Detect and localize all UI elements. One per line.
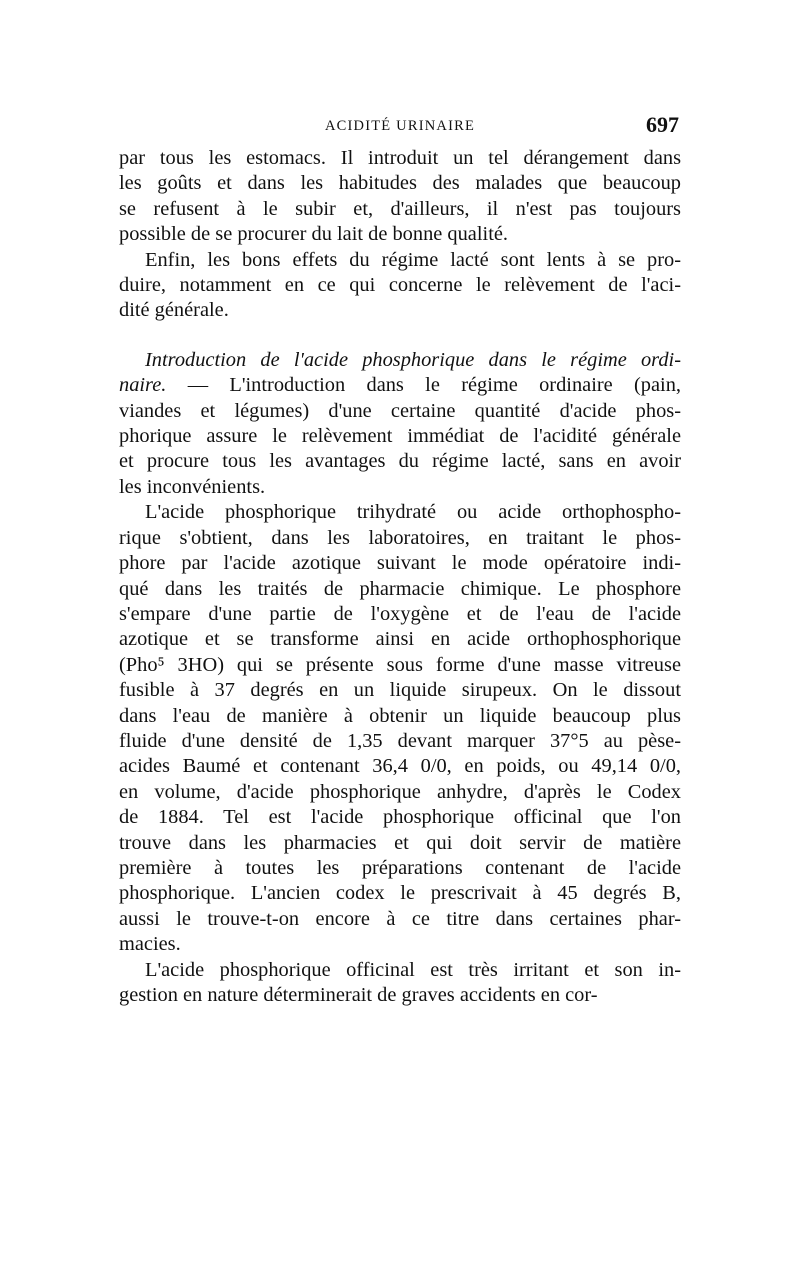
line-text: phore par l'acide azotique suivant le mode opératoire indi- — [119, 552, 681, 575]
line-text: phorique assure le relèvement immédiat de l'acidité générale — [119, 425, 681, 448]
line-text: s'empare d'une partie de l'oxygène et de l'eau de l'acide — [119, 602, 681, 625]
text-line — [119, 500, 681, 525]
text-line — [119, 881, 681, 906]
book-page — [119, 112, 681, 1008]
line-text: viandes et légumes) d'une certaine quantité d'acide phos- — [119, 399, 681, 422]
line-text: les inconvénients. — [119, 475, 266, 498]
line-text: aussi le trouve-t-on encore à ce titre dans certaines phar- — [119, 907, 681, 930]
line-text: fluide d'une densité de 1,35 devant marquer 37°5 au pèse- — [119, 729, 681, 752]
text-line — [119, 627, 681, 652]
body-text — [119, 146, 681, 1008]
line-text: dité générale. — [119, 299, 229, 322]
line-text: acides Baumé et contenant 36,4 0/0, en poids, ou 49,14 0/0, — [119, 755, 681, 778]
text-line — [119, 754, 681, 779]
text-line — [119, 983, 681, 1008]
text-line — [119, 424, 681, 449]
text-line — [119, 171, 681, 196]
text-line — [119, 373, 681, 398]
text-line — [119, 932, 681, 957]
line-text: les goûts et dans les habitudes des malades que beaucoup — [119, 172, 681, 195]
text-line — [119, 856, 681, 881]
page-header — [119, 112, 681, 146]
line-text: azotique et se transforme ainsi en acide orthophosphorique — [119, 628, 681, 651]
text-line — [119, 805, 681, 830]
line-text: première à toutes les préparations contenant de l'acide — [119, 856, 681, 879]
text-line — [119, 551, 681, 576]
line-text: (Pho⁵ 3HO) qui se présente sous forme d'une masse vitreuse — [119, 653, 681, 676]
line-text: par tous les estomacs. Il introduit un tel dérangement dans — [119, 147, 681, 169]
paragraph — [119, 500, 681, 957]
text-line — [119, 729, 681, 754]
text-line — [119, 831, 681, 856]
text-line — [119, 348, 681, 373]
text-line — [119, 958, 681, 983]
text-line — [119, 222, 681, 247]
paragraph — [119, 958, 681, 1009]
line-text: qué dans les traités de pharmacie chimique. Le phosphore — [119, 577, 681, 600]
text-line — [119, 907, 681, 932]
text-line — [119, 475, 681, 500]
line-text: trouve dans les pharmacies et qui doit servir de matière — [119, 831, 681, 854]
text-line — [119, 197, 681, 222]
text-line — [119, 146, 681, 171]
line-text: phosphorique. L'ancien codex le prescrivait à 45 degrés B, — [119, 882, 681, 905]
section-heading-italic: Introduction de l'acide phosphorique dans le régime ordi- — [145, 348, 681, 371]
line-text: en volume, d'acide phosphorique anhydre, d'après le Codex — [119, 780, 681, 803]
line-text: L'acide phosphorique trihydraté ou acide orthophospho- — [145, 501, 681, 524]
paragraph — [119, 146, 681, 248]
text-line — [119, 248, 681, 273]
text-line — [119, 449, 681, 474]
paragraph — [119, 248, 681, 324]
section-gap — [119, 324, 681, 348]
line-text: macies. — [119, 933, 181, 956]
paragraph — [119, 348, 681, 500]
line-text: gestion en nature déterminerait de graves accidents en cor- — [119, 984, 598, 1006]
line-text: et procure tous les avantages du régime lacté, sans en avoir — [119, 450, 681, 473]
text-line — [119, 577, 681, 602]
text-line — [119, 602, 681, 627]
line-text: Enfin, les bons effets du régime lacté sont lents à se pro- — [145, 248, 681, 271]
line-text: possible de se procurer du lait de bonne qualité. — [119, 223, 509, 246]
text-line — [119, 678, 681, 703]
text-line — [119, 704, 681, 729]
running-title: ACIDITÉ URINAIRE — [324, 118, 476, 134]
line-text: L'acide phosphorique officinal est très irritant et son in- — [145, 958, 681, 981]
text-line — [119, 780, 681, 805]
section-heading-italic-end: naire. — [119, 374, 167, 397]
text-line — [119, 273, 681, 298]
line-text: rique s'obtient, dans les laboratoires, en traitant le phos- — [119, 526, 681, 549]
line-text: — L'introduction dans le régime ordinaire (pain, — [166, 374, 681, 397]
text-line — [119, 298, 681, 323]
text-line — [119, 526, 681, 551]
line-text: se refusent à le subir et, d'ailleurs, il n'est pas toujours — [119, 197, 681, 220]
line-text: duire, notamment en ce qui concerne le relèvement de l'aci- — [119, 274, 681, 297]
line-text: dans l'eau de manière à obtenir un liquide beaucoup plus — [119, 704, 681, 727]
text-line — [119, 653, 681, 678]
text-line — [119, 399, 681, 424]
line-text: de 1884. Tel est l'acide phosphorique officinal que l'on — [119, 806, 681, 829]
line-text: fusible à 37 degrés en un liquide sirupeux. On le dissout — [119, 679, 681, 702]
page-number: 697 — [646, 112, 679, 137]
